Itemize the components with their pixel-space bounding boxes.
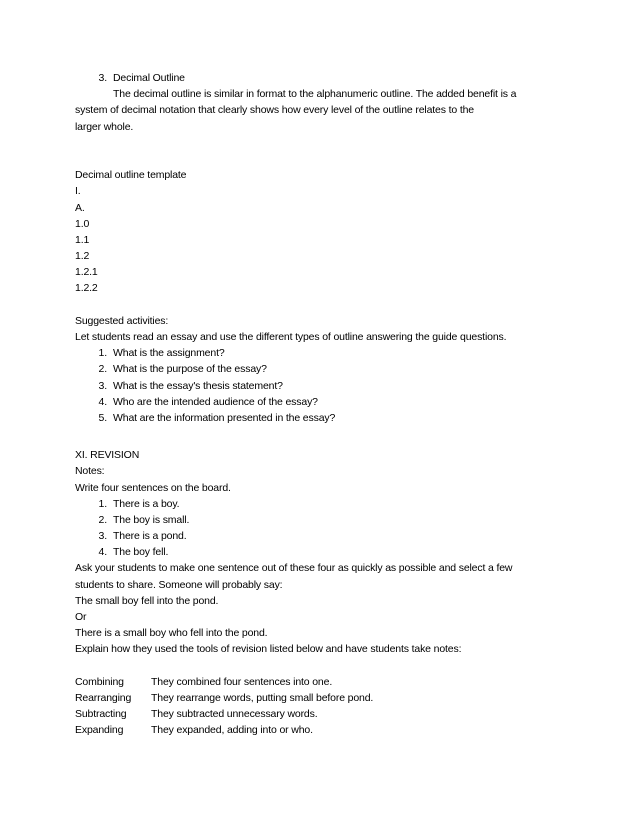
template-level: I. xyxy=(75,185,81,198)
list-text: The boy fell. xyxy=(113,546,169,559)
list-text: What is the assignment? xyxy=(113,347,225,360)
tool-name: Subtracting xyxy=(75,708,127,721)
tool-description: They expanded, adding into or who. xyxy=(151,724,313,737)
list-number: 4. xyxy=(98,395,107,408)
example-answer: The small boy fell into the pond. xyxy=(75,594,219,607)
list-item xyxy=(75,345,545,361)
list-text: There is a pond. xyxy=(113,530,187,543)
list-number: 4. xyxy=(98,546,107,559)
list-number: 2. xyxy=(98,513,107,526)
paragraph-line: larger whole. xyxy=(75,120,134,133)
list-item xyxy=(75,361,545,377)
or-label: Or xyxy=(75,611,87,623)
section-title: Decimal Outline xyxy=(113,72,185,84)
example-answer: There is a small boy who fell into the pond. xyxy=(75,627,268,640)
list-text: What are the information presented in the essay? xyxy=(113,411,336,424)
section-heading xyxy=(75,70,545,86)
tool-name: Rearranging xyxy=(75,691,132,704)
tool-name: Expanding xyxy=(75,724,124,737)
notes-label: Notes: xyxy=(75,465,105,478)
list-text: There is a boy. xyxy=(113,497,180,510)
list-item xyxy=(75,544,545,560)
list-number: 5. xyxy=(98,411,107,424)
list-number: 3. xyxy=(98,530,107,543)
list-text: Who are the intended audience of the essay? xyxy=(113,395,318,408)
list-item xyxy=(75,394,545,410)
tool-description: They combined four sentences into one. xyxy=(151,675,333,688)
paragraph-line: The decimal outline is similar in format to the alphanumeric outline. The added benefit is a xyxy=(113,88,517,101)
tool-row xyxy=(75,706,545,722)
list-text: What is the essay's thesis statement? xyxy=(113,379,283,392)
revision-heading: XI. REVISION xyxy=(75,449,140,462)
activities-heading: Suggested activities: xyxy=(75,314,169,327)
list-item xyxy=(75,512,545,528)
template-level: 1.1 xyxy=(75,233,90,246)
template-level: 1.0 xyxy=(75,217,90,230)
tool-description: They subtracted unnecessary words. xyxy=(151,708,318,721)
template-level: 1.2.2 xyxy=(75,282,98,295)
tool-row xyxy=(75,722,545,738)
list-text: The boy is small. xyxy=(113,513,190,526)
tool-description: They rearrange words, putting small before pond. xyxy=(151,691,374,704)
list-item xyxy=(75,410,545,426)
paragraph-line: Ask your students to make one sentence out of these four as quickly as possible and select a few xyxy=(75,562,513,575)
list-text: What is the purpose of the essay? xyxy=(113,363,267,376)
list-number: 1. xyxy=(98,497,107,510)
document-page xyxy=(75,70,545,739)
template-level: A. xyxy=(75,201,85,214)
section-number: 3. xyxy=(98,72,107,84)
template-level: 1.2.1 xyxy=(75,266,98,279)
activities-intro: Let students read an essay and use the different types of outline answering the guide questions. xyxy=(75,331,507,343)
tool-row xyxy=(75,674,545,690)
paragraph-line: students to share. Someone will probably say: xyxy=(75,578,283,591)
paragraph-line: system of decimal notation that clearly shows how every level of the outline relates to the xyxy=(75,104,474,117)
list-item xyxy=(75,496,545,512)
list-number: 2. xyxy=(98,363,107,376)
list-number: 1. xyxy=(98,347,107,360)
tool-row xyxy=(75,690,545,706)
revision-instruction: Write four sentences on the board. xyxy=(75,481,231,494)
tool-name: Combining xyxy=(75,675,124,688)
template-level: 1.2 xyxy=(75,250,90,263)
template-title: Decimal outline template xyxy=(75,169,187,182)
revision-explain: Explain how they used the tools of revision listed below and have students take notes: xyxy=(75,643,462,656)
list-item xyxy=(75,528,545,544)
list-item xyxy=(75,378,545,394)
list-number: 3. xyxy=(98,379,107,392)
